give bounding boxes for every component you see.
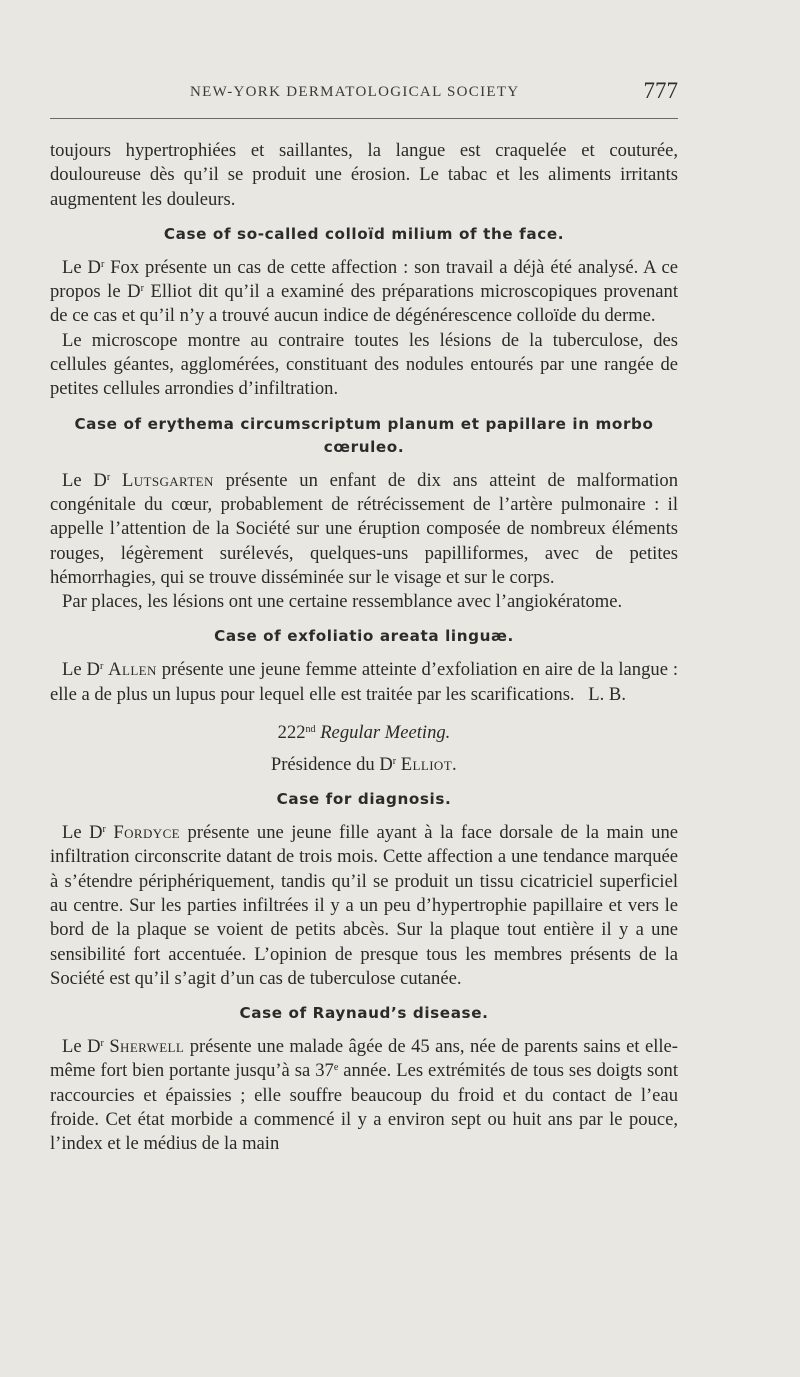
running-head <box>50 78 678 108</box>
section-heading-raynaud: Case of Raynaud’s disease. <box>239 1004 489 1023</box>
author-name: Allen <box>108 659 157 681</box>
paragraph-allen: Le $D^r$ Allen présente une jeune femme atteinte d’exfoliation en aire de la langue : elle a de plus un lupus pour lequel elle est traitée par les scarifications. L. B. <box>50 658 678 707</box>
page-number: 777 <box>643 78 678 103</box>
signature-initials: L. B. <box>588 683 626 705</box>
body-text <box>50 139 678 1157</box>
section-heading-diagnosis: Case for diagnosis. <box>276 790 452 809</box>
header-rule <box>50 118 678 119</box>
running-title: NEW-YORK DERMATOLOGICAL SOCIETY <box>190 84 520 100</box>
paragraph-continuation: toujours hypertrophiées et saillantes, la langue est craquelée et couturée, douloureuse dès qu’il se produit une érosion. Le tabac et les aliments irritants augmentent les douleurs. <box>50 140 678 210</box>
paragraph-fox: Le $D^r$ Fox présente un cas de cette affection : son travail a déjà été analysé. A ce propos le $D^r$ Elliot dit qu’il a examiné des préparations microscopiques provenant de ce cas et qu’il n’y a trouvé aucun indice de dégénérescence colloïde du derme. <box>50 256 678 327</box>
paragraph-sherwell: Le $D^r$ Sherwell présente une malade âgée de 45 ans, née de parents sains et elle-même fort bien portante jusqu’à sa 37e année. Les extrémités de tous ses doigts sont raccourcies et épaissies ; elle souffre beaucoup du froid et du contact de l’eau froide. Cet état morbide a commencé il y a environ sept ou huit ans par le pouce, l’index et le médius de la main <box>50 1036 679 1155</box>
meeting-title: 222nd Regular Meeting. <box>277 722 451 744</box>
author-name: Lutsgarten <box>121 469 214 491</box>
author-name: Fordyce <box>113 822 180 844</box>
paragraph-angiokeratome: Par places, les lésions ont une certaine ressemblance avec l’angiokératome. <box>62 591 623 613</box>
author-name: Sherwell <box>109 1036 185 1058</box>
paragraph-lutsgarten: Le $D^r$ Lutsgarten présente un enfant de dix ans atteint de malformation congénitale du cœur, probablement de rétrécissement de l’artère pulmonaire : il appelle l’attention de la Société sur une éruption composée de nombreux éléments rouges, légèrement surélevés, quelques-uns papilliformes, avec de petites hémorrhagies, qui se trouve disséminée sur le visage et sur le corps. <box>50 469 679 588</box>
paragraph-fordyce: Le $D^r$ Fordyce présente une jeune fille ayant à la face dorsale de la main une infiltration circonscrite datant de trois mois. Cette affection a une tendance marquée à s’étendre périphériquement, tandis qu’il se produit un tissu cicatriciel superficiel au centre. Sur les parties infiltrées il y a un peu d’hypertrophie papillaire et vers le bord de la plaque se voient de petits abcès. Sur la plaque tout entière il y a une sensibilité fort accentuée. L’opinion de presque tous les membres présents de la Société est qu’il s’agit d’un cas de tuberculose cutanée. <box>50 822 678 989</box>
presidence-line: Présidence du $D^r$ Elliot. <box>270 754 458 776</box>
section-heading-colloid-milium: Case of so-called colloïd milium of the face. <box>163 224 565 243</box>
section-heading-erythema: Case of erythema circumscriptum planum et papillare in morbo cœruleo. <box>74 414 654 456</box>
paragraph-microscope: Le microscope montre au contraire toutes les lésions de la tuberculose, des cellules géantes, agglomérées, constituant des nodules entourés par une rangée de petites cellules arrondies d’infiltration. <box>50 329 678 400</box>
section-heading-exfoliatio: Case of exfoliatio areata linguæ. <box>214 627 514 646</box>
